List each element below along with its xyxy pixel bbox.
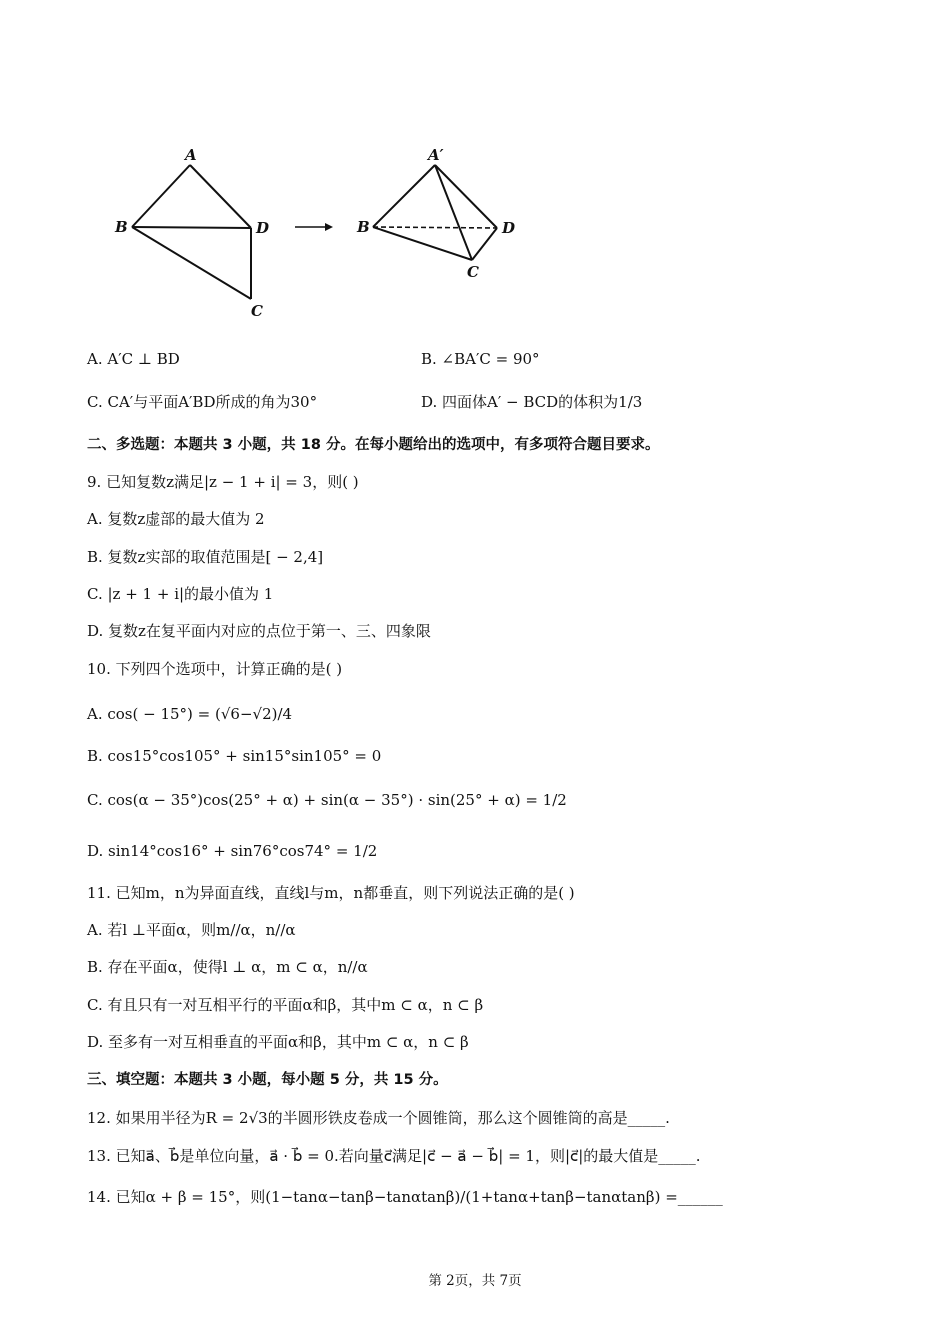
q10-option-a: A. cos( − 15°) = (√6−√2)/4: [87, 705, 293, 723]
arrow-icon: [295, 223, 333, 231]
q13-text: 13. 已知a⃗、b⃗是单位向量，a⃗ · b⃗ = 0.若向量c⃗满足|c⃗ − a⃗ − b⃗| = 1，则|c⃗|的最大值是_____.: [87, 1147, 701, 1165]
section-3-heading: 三、填空题：本题共 3 小题，每小题 5 分，共 15 分。: [87, 1072, 448, 1088]
q11-option-a: A. 若l ⊥平面α，则m//α，n//α: [87, 921, 296, 939]
label-left-B: B: [115, 218, 128, 236]
section-2-heading: 二、多选题：本题共 3 小题，共 18 分。在每小题给出的选项中，有多项符合题目要求。: [87, 437, 660, 453]
q11-stem: 11. 已知m，n为异面直线，直线l与m，n都垂直，则下列说法正确的是( ): [87, 884, 575, 902]
q9-option-a: A. 复数z虚部的最大值为 2: [87, 510, 265, 528]
q10-option-d: D. sin14°cos16° + sin76°cos74° = 1/2: [87, 842, 378, 860]
q10-option-c: C. cos(α − 35°)cos(25° + α) + sin(α − 35°) · sin(25° + α) = 1/2: [87, 791, 567, 809]
left-triangle-figure: [114, 146, 269, 320]
geometry-figure: [105, 140, 535, 325]
label-left-D: D: [256, 219, 270, 237]
q10-stem: 10. 下列四个选项中，计算正确的是( ): [87, 660, 343, 678]
q9-option-d: D. 复数z在复平面内对应的点位于第一、三、四象限: [87, 622, 431, 640]
q10-option-b: B. cos15°cos105° + sin15°sin105° = 0: [87, 747, 382, 765]
label-right-D: D: [502, 219, 516, 237]
label-left-C: C: [251, 302, 263, 320]
page-footer: 第 2页，共 7页: [428, 1273, 522, 1289]
q11-option-c: C. 有且只有一对互相平行的平面α和β，其中m ⊂ α，n ⊂ β: [87, 996, 484, 1014]
label-left-A: A: [185, 146, 197, 164]
q12-text: 12. 如果用半径为R = 2√3的半圆形铁皮卷成一个圆锥筒，那么这个圆锥筒的高是_____.: [87, 1109, 670, 1127]
q9-option-c: C. |z + 1 + i|的最小值为 1: [87, 585, 274, 603]
q11-option-d: D. 至多有一对互相垂直的平面α和β，其中m ⊂ α，n ⊂ β: [87, 1033, 469, 1051]
q8-option-b: B. ∠BA′C = 90°: [421, 350, 540, 368]
label-right-A-prime: A′: [428, 146, 444, 164]
label-right-B: B: [357, 218, 370, 236]
q14-text: 14. 已知α + β = 15°，则(1−tanα−tanβ−tanαtanβ)/(1+tanα+tanβ−tanαtanβ) =______: [87, 1188, 723, 1206]
q8-option-c: C. CA′与平面A′BD所成的角为30°: [87, 393, 318, 411]
q8-option-a: A. A′C ⊥ BD: [87, 350, 180, 368]
q11-option-b: B. 存在平面α，使得l ⊥ α，m ⊂ α，n//α: [87, 958, 368, 976]
q8-option-d: D. 四面体A′ − BCD的体积为1/3: [421, 393, 643, 411]
q9-option-b: B. 复数z实部的取值范围是[ − 2,4]: [87, 548, 324, 566]
right-tetrahedron-figure: [356, 146, 515, 281]
q9-stem: 9. 已知复数z满足|z − 1 + i| = 3，则( ): [87, 473, 359, 491]
label-right-C: C: [467, 263, 479, 281]
